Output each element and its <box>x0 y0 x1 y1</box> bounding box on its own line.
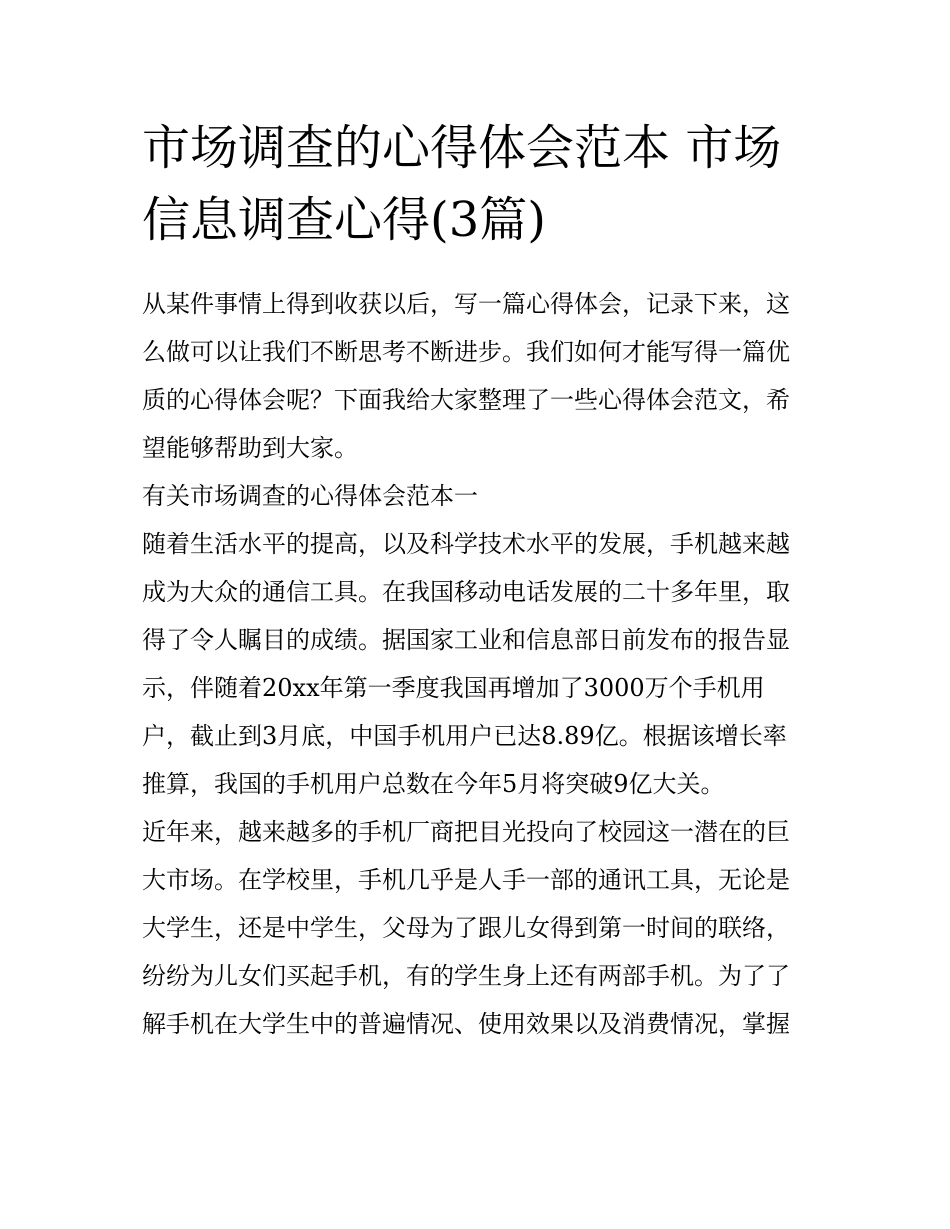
text-line: 么做可以让我们不断思考不断进步。我们如何才能写得一篇优 <box>142 338 790 366</box>
document-title <box>142 112 822 256</box>
text-line: 户，截止到3月底，中国手机用户已达8.89亿。根据该增长率 <box>142 722 787 750</box>
text-line: 成为大众的通信工具。在我国移动电话发展的二十多年里，取 <box>142 578 790 606</box>
intro-paragraph <box>142 280 812 472</box>
title-line: 信息调查心得(3篇) <box>142 192 546 248</box>
body-paragraph <box>142 808 812 1048</box>
text-line: 大市场。在学校里，手机几乎是人手一部的通讯工具，无论是 <box>142 866 790 894</box>
text-line: 大学生，还是中学生，父母为了跟儿女得到第一时间的联络， <box>142 914 790 942</box>
title-line: 市场调查的心得体会范本 市场 <box>142 120 782 176</box>
text-line: 得了令人瞩目的成绩。据国家工业和信息部日前发布的报告显 <box>142 626 790 654</box>
text-line: 随着生活水平的提高，以及科学技术水平的发展，手机越来越 <box>142 530 790 558</box>
text-line: 望能够帮助到大家。 <box>142 434 358 462</box>
text-line: 解手机在大学生中的普遍情况、使用效果以及消费情况，掌握 <box>142 1010 790 1038</box>
text-line: 质的心得体会呢？下面我给大家整理了一些心得体会范文，希 <box>142 386 790 414</box>
text-line: 示，伴随着20xx年第一季度我国再增加了3000万个手机用 <box>142 674 765 702</box>
text-line: 近年来，越来越多的手机厂商把目光投向了校园这一潜在的巨 <box>142 818 790 846</box>
text-line: 从某件事情上得到收获以后，写一篇心得体会，记录下来，这 <box>142 290 790 318</box>
text-line: 纷纷为儿女们买起手机，有的学生身上还有两部手机。为了了 <box>142 962 790 990</box>
text-line: 有关市场调查的心得体会范本一 <box>142 482 478 510</box>
text-line: 推算，我国的手机用户总数在今年5月将突破9亿大关。 <box>142 770 725 798</box>
body-paragraph <box>142 520 812 808</box>
section-heading <box>142 472 812 520</box>
document-body <box>142 280 812 1048</box>
